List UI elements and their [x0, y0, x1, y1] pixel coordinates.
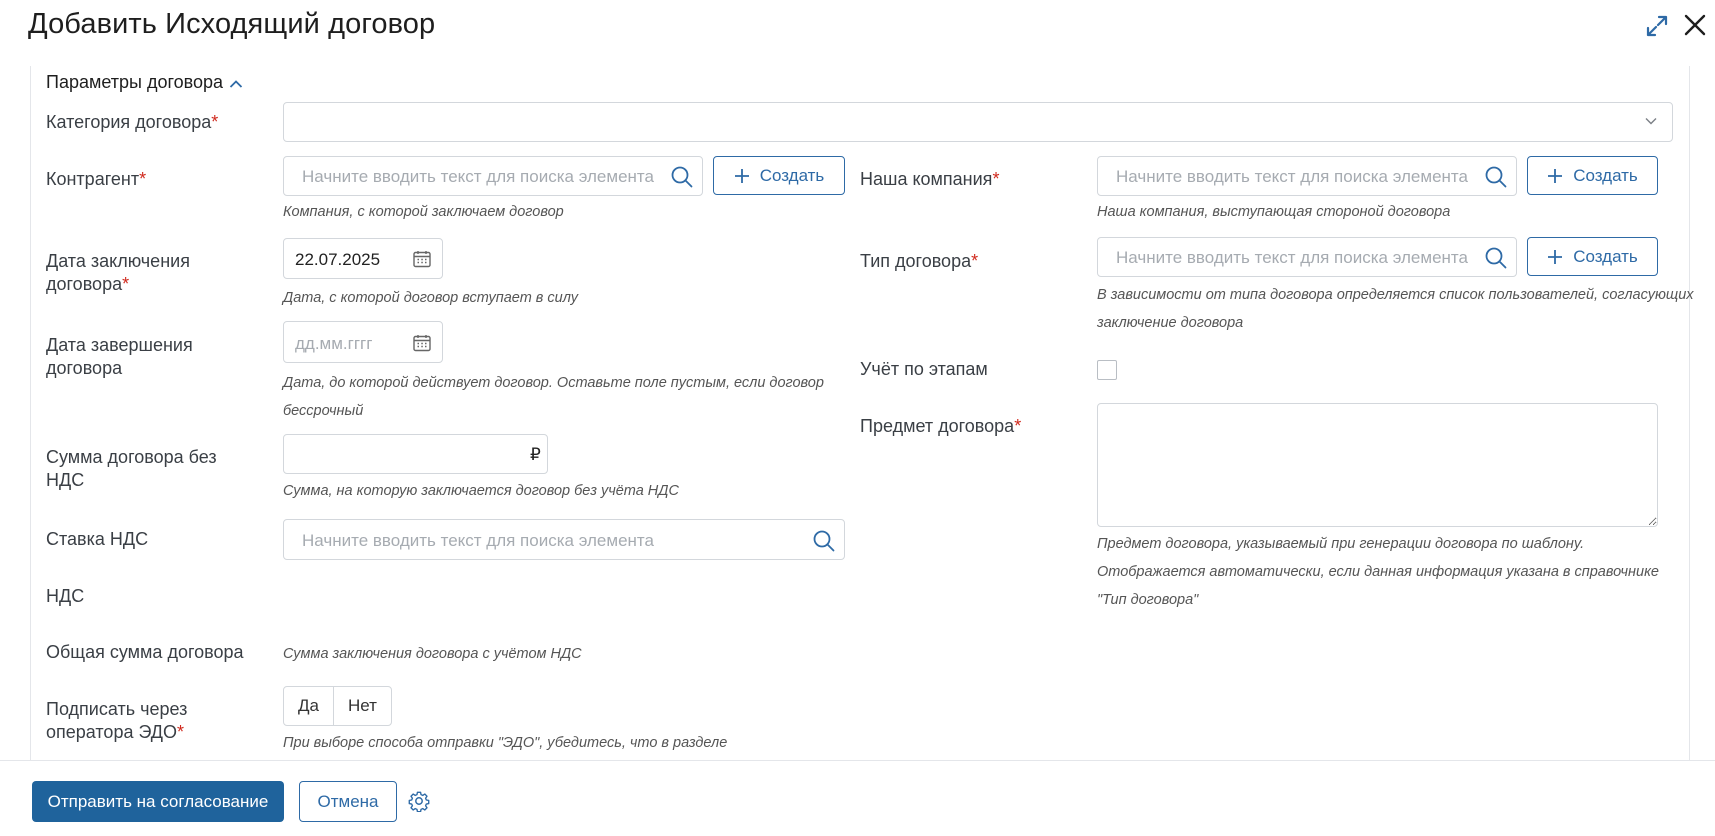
- category-select[interactable]: [283, 102, 1673, 142]
- calendar-icon[interactable]: [412, 333, 432, 353]
- our-company-search-input[interactable]: Начните вводить текст для поиска элемента: [1097, 156, 1517, 196]
- submit-button[interactable]: Отправить на согласование: [32, 781, 284, 822]
- category-label: Категория договора*: [46, 112, 219, 132]
- edo-yes-option[interactable]: Да: [298, 696, 319, 715]
- end-date-hint: Дата, до которой действует договор. Оставьте поле пустым, если договор бессрочный: [283, 375, 824, 419]
- counterparty-label: Контрагент*: [46, 169, 147, 189]
- our-company-label: Наша компания*: [860, 169, 1000, 189]
- search-icon[interactable]: [812, 529, 836, 553]
- contract-type-label: Тип договора*: [860, 251, 979, 271]
- subject-label: Предмет договора*: [860, 416, 1022, 436]
- contract-type-hint: В зависимости от типа договора определяется список пользователей, согласующих заключение договора: [1097, 287, 1694, 331]
- currency-ruble-icon: ₽: [530, 445, 541, 464]
- plus-icon: [1547, 168, 1563, 184]
- amount-input[interactable]: [283, 434, 548, 474]
- stages-checkbox[interactable]: [1097, 360, 1117, 380]
- end-date-label: Дата завершения договора: [46, 335, 193, 378]
- counterparty-search-input[interactable]: Начните вводить текст для поиска элемента: [283, 156, 703, 196]
- edo-no-option[interactable]: Нет: [333, 687, 391, 725]
- expand-icon[interactable]: [1645, 14, 1669, 38]
- amount-hint: Сумма, на которую заключается договор без учёта НДС: [283, 483, 679, 499]
- gear-icon[interactable]: [408, 790, 430, 812]
- section-toggle[interactable]: [46, 72, 243, 93]
- contract-type-create-button[interactable]: Создать: [1527, 237, 1658, 276]
- vat-rate-label: Ставка НДС: [46, 529, 149, 549]
- vat-rate-search-input[interactable]: Начните вводить текст для поиска элемента: [283, 519, 845, 560]
- end-date-input[interactable]: дд.мм.гггг: [283, 321, 443, 363]
- search-icon[interactable]: [1484, 165, 1508, 189]
- edo-label: Подписать через оператора ЭДО*: [46, 699, 188, 742]
- contract-type-search-input[interactable]: Начните вводить текст для поиска элемента: [1097, 237, 1517, 277]
- total-hint: Сумма заключения договора с учётом НДС: [283, 646, 582, 662]
- close-icon[interactable]: [1682, 12, 1708, 38]
- counterparty-hint: Компания, с которой заключаем договор: [283, 204, 564, 220]
- counterparty-create-button[interactable]: Создать: [713, 156, 845, 195]
- dialog-title: Добавить Исходящий договор: [28, 8, 436, 40]
- plus-icon: [1547, 249, 1563, 265]
- our-company-hint: Наша компания, выступающая стороной договора: [1097, 204, 1451, 220]
- start-date-hint: Дата, с которой договор вступает в силу: [283, 290, 578, 306]
- subject-hint: Предмет договора, указываемый при генерации договора по шаблону. Отображается автоматически, если данная информация указана в справочнике "Тип договора": [1097, 536, 1659, 608]
- subject-textarea[interactable]: [1097, 403, 1658, 527]
- stages-label: Учёт по этапам: [860, 359, 988, 379]
- start-date-input[interactable]: 22.07.2025: [283, 238, 443, 279]
- vat-label: НДС: [46, 586, 85, 606]
- search-icon[interactable]: [1484, 246, 1508, 270]
- cancel-button[interactable]: Отмена: [299, 781, 397, 822]
- edo-hint: При выборе способа отправки "ЭДО", убедитесь, что в разделе: [283, 735, 728, 751]
- our-company-create-button[interactable]: Создать: [1527, 156, 1658, 195]
- amount-label: Сумма договора без НДС: [46, 447, 217, 490]
- total-label: Общая сумма договора: [46, 642, 244, 662]
- section-title: Параметры договора: [46, 72, 224, 92]
- start-date-label: Дата заключения договора*: [46, 251, 190, 294]
- calendar-icon[interactable]: [412, 249, 432, 269]
- search-icon[interactable]: [670, 165, 694, 189]
- plus-icon: [734, 168, 750, 184]
- chevron-down-icon: [1645, 117, 1657, 125]
- chevron-up-icon: [229, 79, 243, 89]
- edo-toggle[interactable]: [283, 686, 392, 726]
